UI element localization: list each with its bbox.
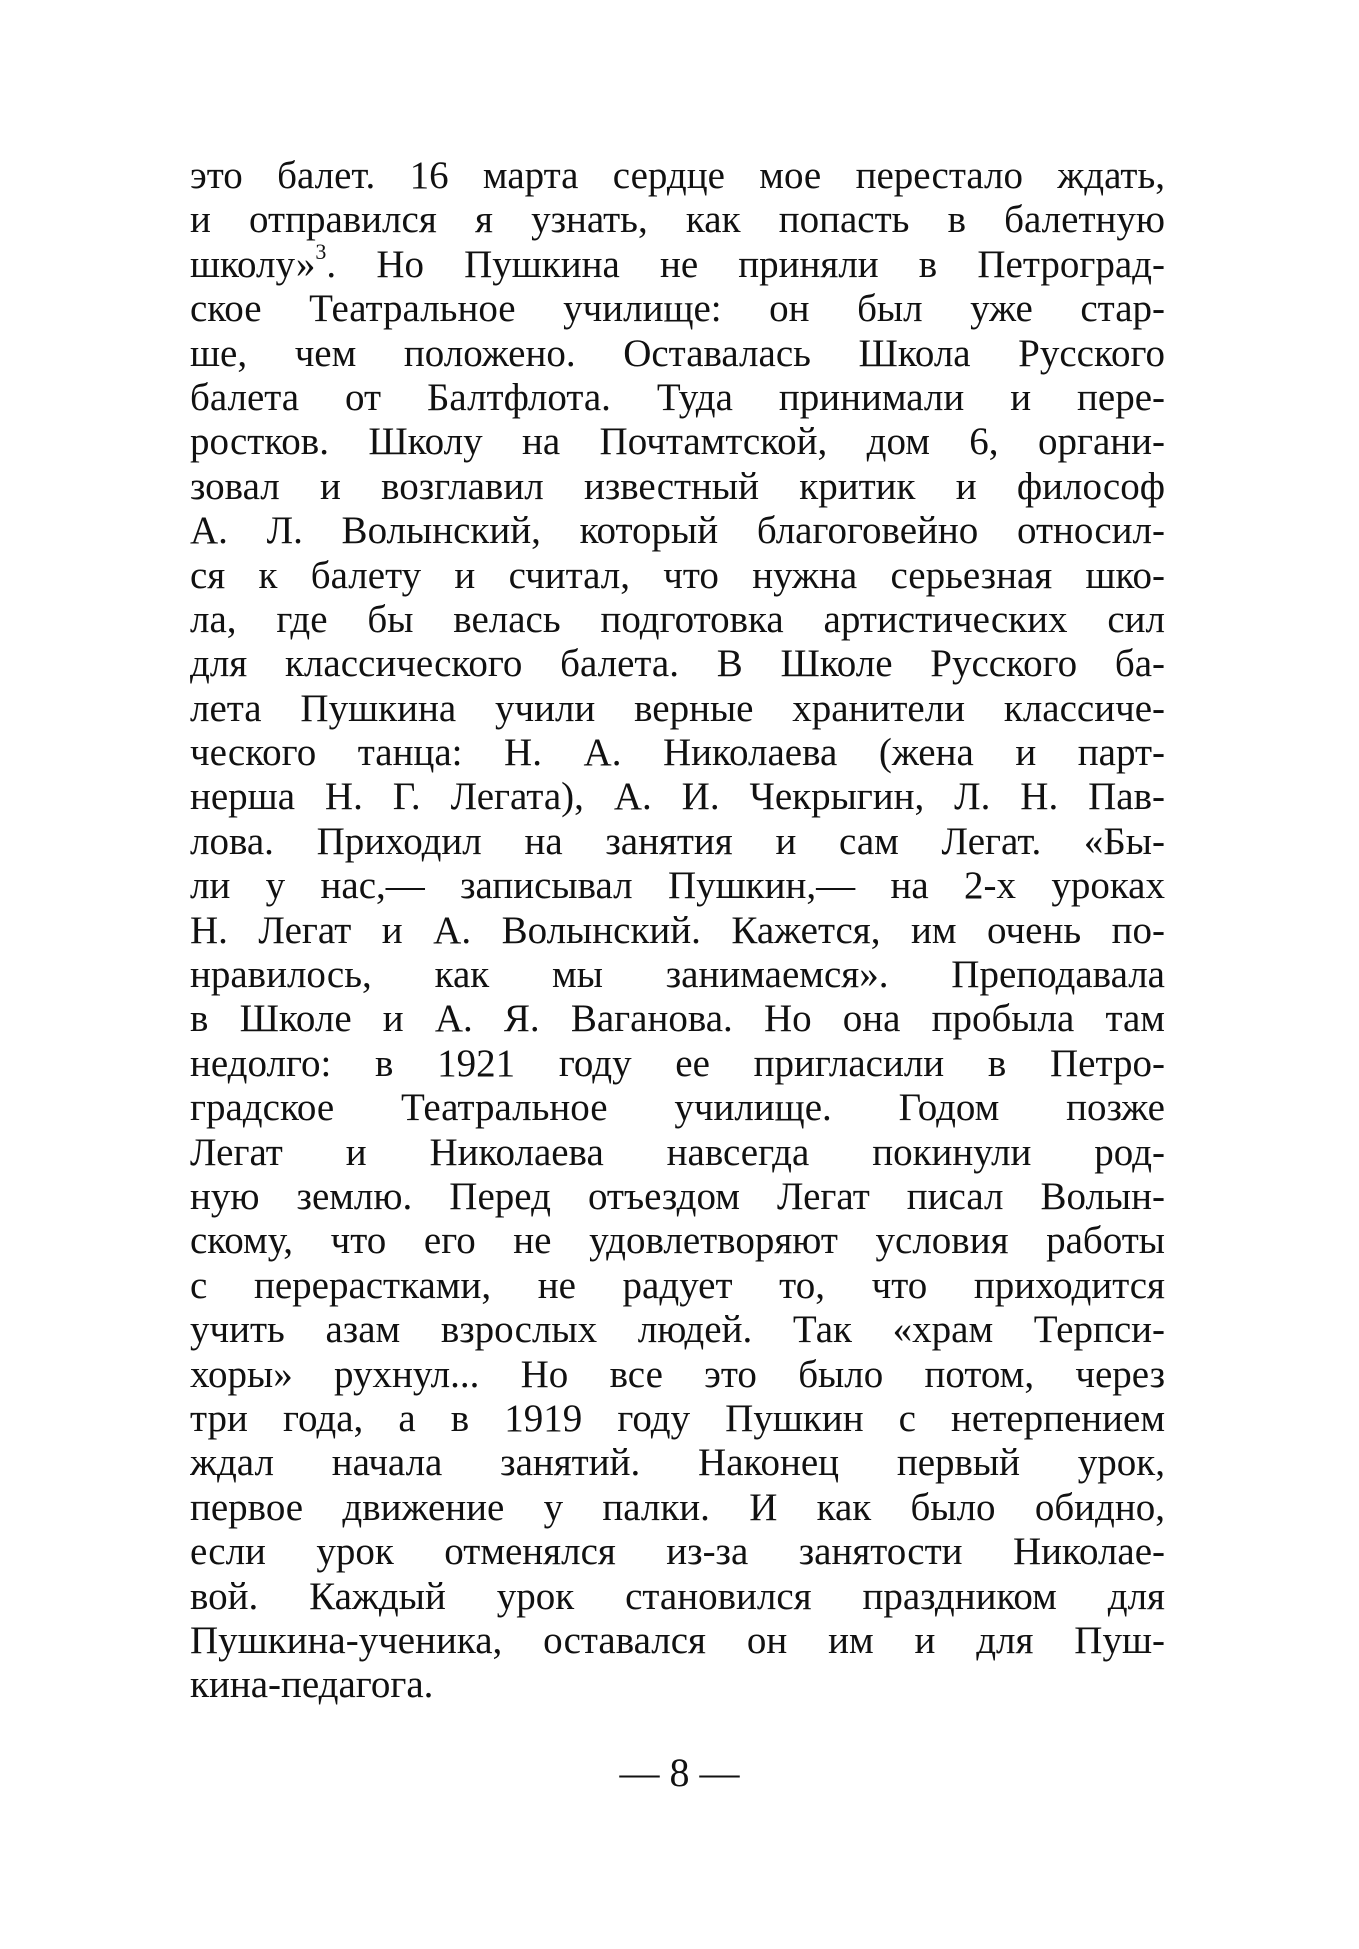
text-line-6: балета от Балтфлота. Туда принимали и пере- <box>190 375 1165 419</box>
text-line-30: ждал начала занятий. Наконец первый урок, <box>190 1441 1165 1485</box>
text-line-3-start: школу» <box>190 242 316 286</box>
text-line-5: ше, чем положено. Оставалась Школа Русского <box>190 331 1165 375</box>
text-line-2: и отправился я узнать, как попасть в балетную <box>190 198 1165 242</box>
text-line-3-end: . Но Пушкина не приняли в Петроград- <box>326 242 1165 286</box>
text-line-1: это балет. 16 марта сердце мое перестало ждать, <box>190 154 1165 197</box>
text-line-18: Н. Легат и А. Волынский. Кажется, им очень по- <box>190 908 1165 952</box>
text-line-32: если урок отменялся из-за занятости Николае- <box>190 1530 1165 1574</box>
text-line-26: с перерастками, не радует то, что приходится <box>190 1263 1165 1307</box>
text-line-20: в Школе и А. Я. Ваганова. Но она пробыла там <box>190 997 1165 1041</box>
footnote-marker: 3 <box>315 242 327 264</box>
text-line-31: первое движение у палки. И как было обидно, <box>190 1485 1165 1529</box>
text-line-27: учить азам взрослых людей. Так «храм Терпси- <box>190 1308 1165 1352</box>
text-line-12: для классического балета. В Школе Русского ба- <box>190 642 1165 686</box>
text-line-15: нерша Н. Г. Легата), А. И. Чекрыгин, Л. Н. Пав- <box>190 775 1165 819</box>
text-line-29: три года, а в 1919 году Пушкин с нетерпением <box>190 1396 1165 1440</box>
text-line-21: недолго: в 1921 году ее пригласили в Петро- <box>190 1041 1165 1085</box>
text-line-33: вой. Каждый урок становился праздником для <box>190 1574 1165 1618</box>
text-line-22: градское Театральное училище. Годом позже <box>190 1086 1165 1130</box>
text-line-25: скому, что его не удовлетворяют условия работы <box>190 1219 1165 1263</box>
text-line-4-end: Театральное училище: он был уже стар- <box>309 287 1165 331</box>
text-line-34: Пушкина-ученика, оставался он им и для Пуш- <box>190 1618 1165 1662</box>
text-line-13: лета Пушкина учили верные хранители классиче- <box>190 686 1165 730</box>
page-number: — 8 — <box>619 1750 740 1795</box>
text-line-16: лова. Приходил на занятия и сам Легат. «Бы- <box>190 819 1165 863</box>
text-line-23: Легат и Николаева навсегда покинули род- <box>190 1130 1165 1174</box>
text-line-24: ную землю. Перед отъездом Легат писал Волын- <box>190 1174 1165 1218</box>
text-line-4-start: ское <box>190 287 262 331</box>
body-text <box>190 154 1165 1708</box>
text-line-28: хоры» рухнул... Но все это было потом, через <box>190 1352 1165 1396</box>
text-line-8: зовал и возглавил известный критик и философ <box>190 464 1165 508</box>
text-line-7: ростков. Школу на Почтамтской, дом 6, органи- <box>190 420 1165 464</box>
text-line-9: А. Л. Волынский, который благоговейно относил- <box>190 509 1165 553</box>
text-line-3 <box>190 243 1165 287</box>
text-line-19: нравилось, как мы занимаемся». Преподавала <box>190 953 1165 997</box>
text-line-35: кина-педагога. <box>190 1663 434 1707</box>
text-line-14: ческого танца: Н. А. Николаева (жена и парт- <box>190 731 1165 775</box>
text-line-11: ла, где бы велась подготовка артистических сил <box>190 597 1165 641</box>
text-line-17: ли у нас,— записывал Пушкин,— на 2-х уроках <box>190 864 1165 908</box>
text-line-10: ся к балету и считал, что нужна серьезная шко- <box>190 553 1165 597</box>
text-line-4 <box>190 287 1165 331</box>
